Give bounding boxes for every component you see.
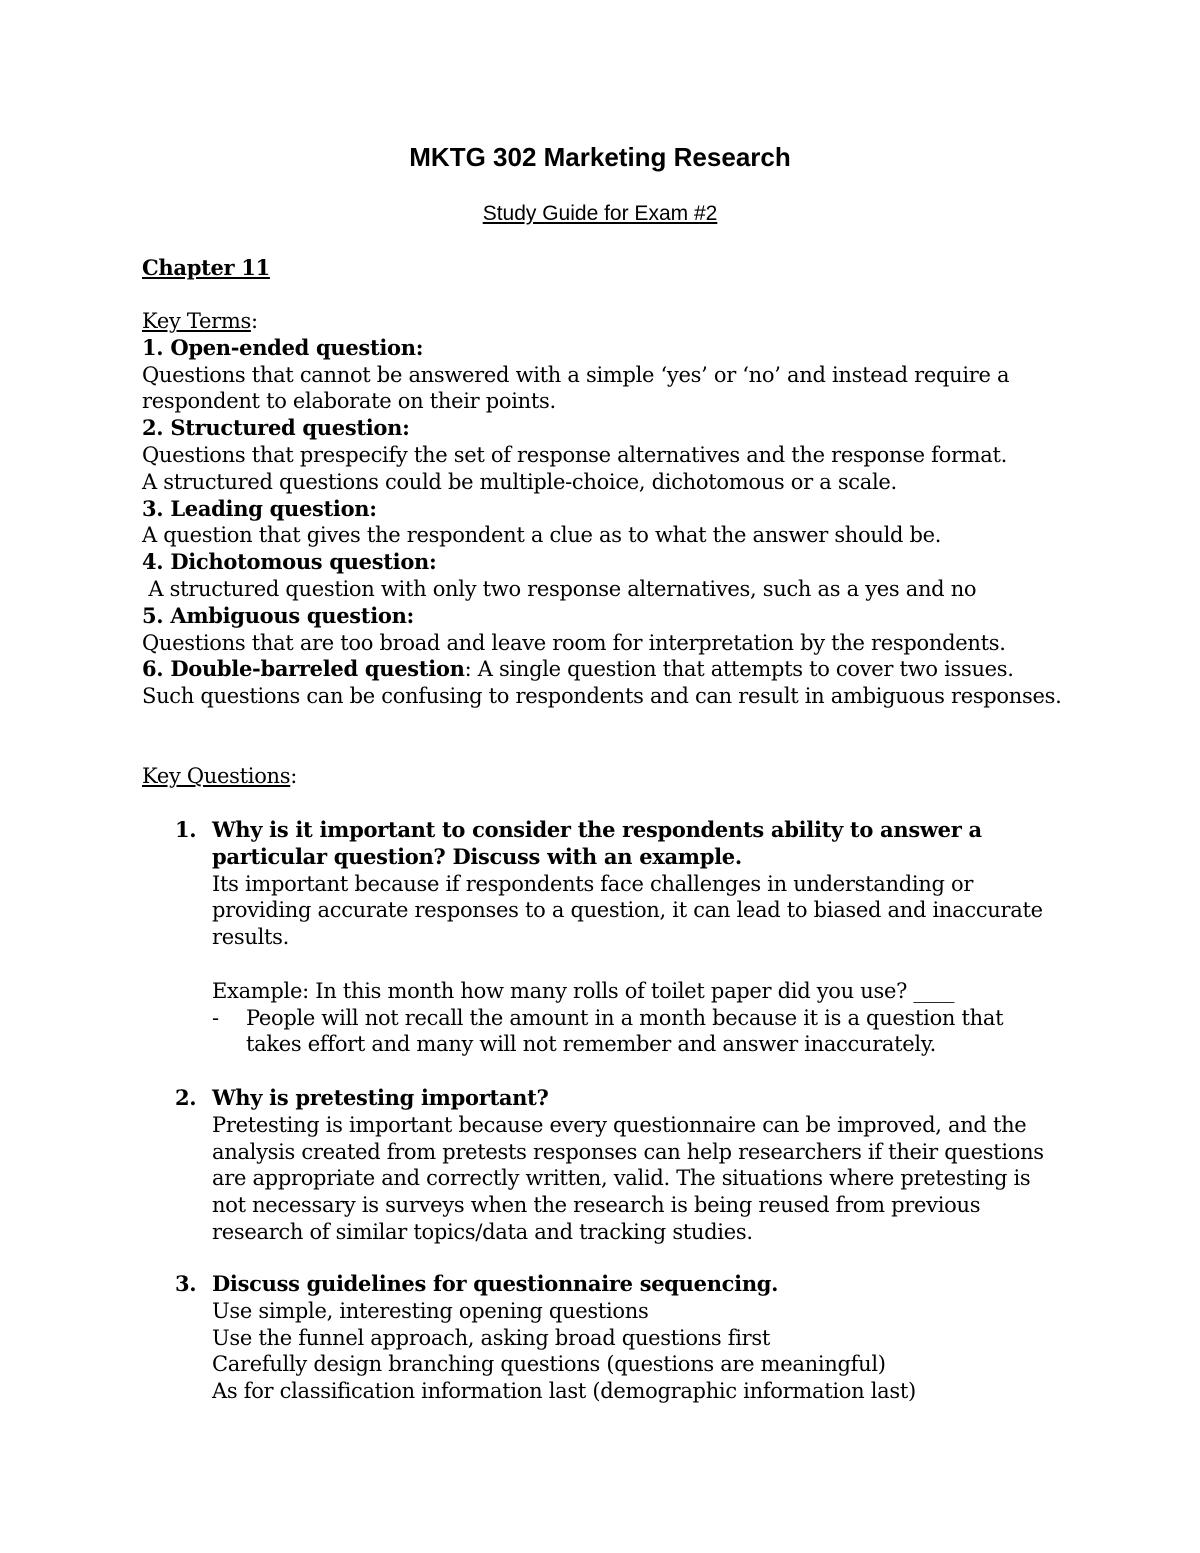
term-definition: Questions that are too broad and leave room for interpretation by the respondents. [142, 630, 1006, 655]
question-text: Why is pretesting important? [212, 1085, 549, 1110]
bullet-text: takes effort and many will not remember and answer inaccurately. [246, 1032, 936, 1057]
term-title: 6. Double-barreled question [142, 656, 465, 682]
answer-text: are appropriate and correctly written, valid. The situations where pretesting is [212, 1166, 1031, 1191]
term-definition: A structured questions could be multiple-choice, dichotomous or a scale. [142, 469, 897, 494]
question-number: 2. [175, 1085, 197, 1110]
term-row [142, 656, 1142, 683]
term-definition: A question that gives the respondent a clue as to what the answer should be. [142, 523, 942, 548]
bullet-text: People will not recall the amount in a month because it is a question that [246, 1005, 1004, 1030]
term-definition: respondent to elaborate on their points. [142, 389, 556, 414]
answer-text: Use the funnel approach, asking broad questions first [212, 1325, 770, 1350]
answer-text: Pretesting is important because every questionnaire can be improved, and the [212, 1112, 1027, 1137]
question-item [175, 1271, 1112, 1405]
question-text: Why is it important to consider the respondents ability to answer a [212, 817, 982, 842]
answer-text: research of similar topics/data and tracking studies. [212, 1219, 753, 1244]
question-number: 3. [175, 1271, 197, 1296]
question-text: particular question? Discuss with an example. [212, 843, 742, 869]
question-item [175, 1085, 1112, 1246]
key-questions-heading: Key Questions: [142, 764, 298, 788]
answer-text: Its important because if respondents face challenges in understanding or [212, 871, 974, 896]
dash-marker: - [212, 1005, 219, 1030]
term-definition: A structured question with only two response alternatives, such as a yes and no [142, 576, 977, 601]
term-definition-inline: : A single question that attempts to cover two issues. [464, 657, 1014, 682]
term-title: 5. Ambiguous question: [142, 602, 415, 628]
answer-text: analysis created from pretests responses can help researchers if their questions [212, 1139, 1044, 1164]
page-title: MKTG 302 Marketing Research [409, 142, 791, 172]
key-terms-heading: Key Terms: [142, 309, 258, 333]
term-definition: Such questions can be confusing to respondents and can result in ambiguous responses. [142, 684, 1062, 709]
term-definition: Questions that prespecify the set of response alternatives and the response format. [142, 442, 1008, 467]
page-subtitle [0, 201, 1200, 227]
term-title: 2. Structured question: [142, 415, 410, 441]
question-item [175, 817, 1112, 1058]
answer-text: Use simple, interesting opening questions [212, 1298, 649, 1323]
answer-text: providing accurate responses to a question, it can lead to biased and inaccurate [212, 898, 1043, 923]
answer-text: As for classification information last (demographic information last) [212, 1379, 916, 1404]
key-terms-section [142, 308, 1142, 710]
blank-line [212, 951, 1112, 978]
question-number: 1. [175, 817, 197, 842]
term-title: 1. Open-ended question: [142, 334, 424, 360]
answer-text: Carefully design branching questions (questions are meaningful) [212, 1352, 886, 1377]
chapter-heading: Chapter 11 [142, 255, 270, 280]
answer-text: not necessary is surveys when the research is being reused from previous [212, 1193, 981, 1218]
term-title: 4. Dichotomous question: [142, 549, 437, 575]
example-text: Example: In this month how many rolls of toilet paper did you use? ____ [212, 978, 955, 1003]
term-definition: Questions that cannot be answered with a simple ‘yes’ or ‘no’ and instead require a [142, 362, 1010, 387]
bullet-item [212, 1005, 1112, 1059]
answer-text: results. [212, 925, 289, 950]
question-text: Discuss guidelines for questionnaire sequencing. [212, 1271, 779, 1296]
term-title: 3. Leading question: [142, 495, 377, 521]
subtitle-text: Study Guide for Exam #2 [482, 202, 718, 225]
